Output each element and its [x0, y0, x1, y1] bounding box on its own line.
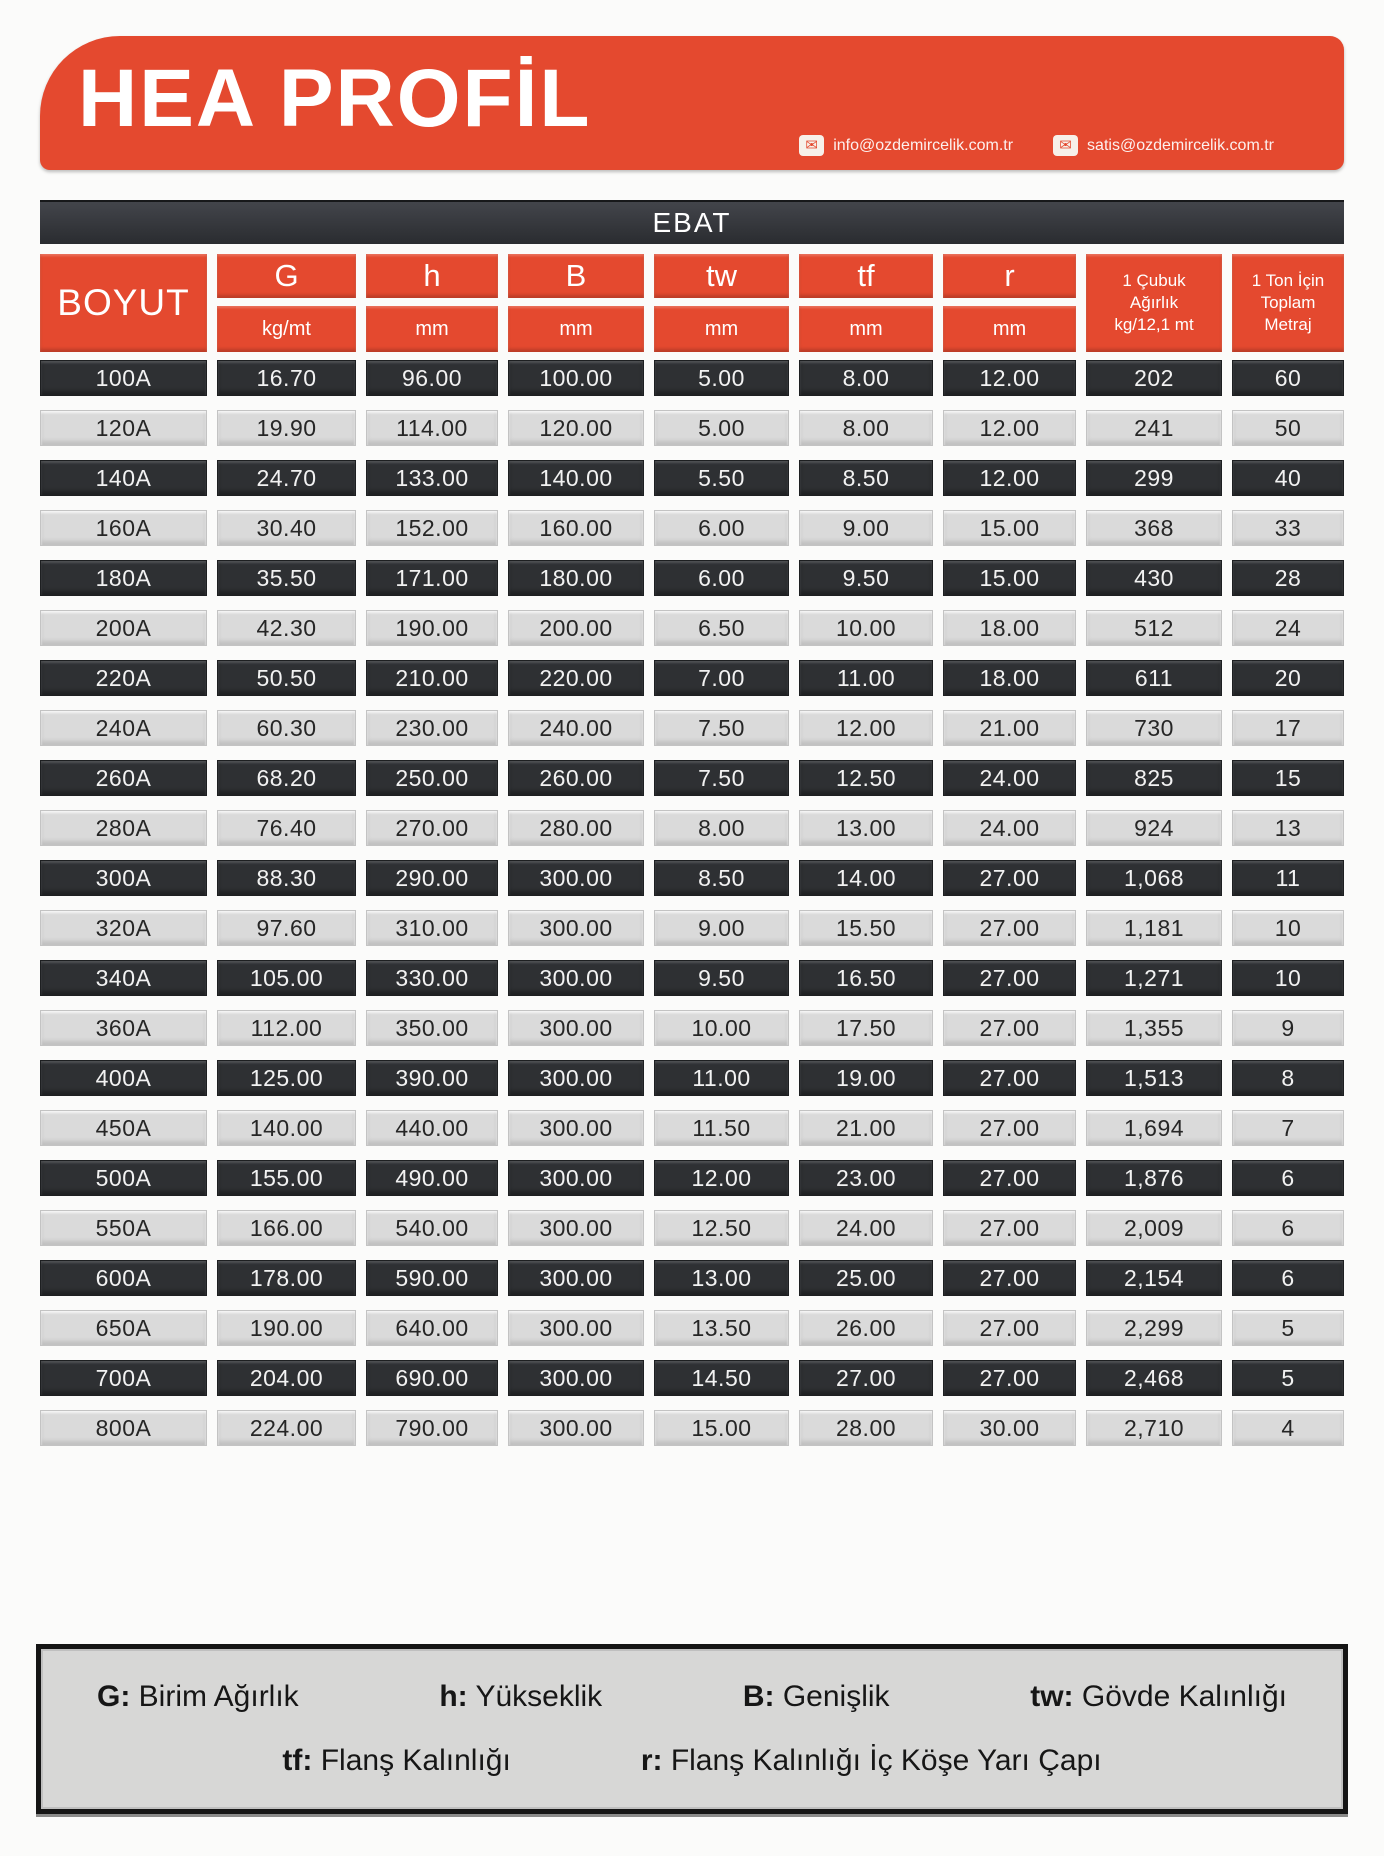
data-cell: 10.00 [799, 610, 933, 646]
data-cell: 825 [1086, 760, 1222, 796]
column-unit-tw: mm [654, 306, 789, 352]
data-cell: 6 [1232, 1260, 1344, 1296]
row-label: 180A [40, 560, 207, 596]
data-cell: 15 [1232, 760, 1344, 796]
data-cell: 300.00 [508, 1310, 644, 1346]
data-cell: 330.00 [366, 960, 498, 996]
data-cell: 28 [1232, 560, 1344, 596]
data-cell: 76.40 [217, 810, 356, 846]
data-cell: 27.00 [943, 910, 1076, 946]
data-cell: 60.30 [217, 710, 356, 746]
data-cell: 2,710 [1086, 1410, 1222, 1446]
data-cell: 14.00 [799, 860, 933, 896]
envelope-icon: ✉ [1053, 135, 1078, 156]
data-cell: 140.00 [508, 460, 644, 496]
email-text: satis@ozdemircelik.com.tr [1087, 136, 1274, 154]
data-cell: 1,181 [1086, 910, 1222, 946]
data-cell: 13 [1232, 810, 1344, 846]
data-cell: 26.00 [799, 1310, 933, 1346]
table-row [40, 810, 1344, 846]
data-cell: 5.00 [654, 360, 789, 396]
data-cell: 490.00 [366, 1160, 498, 1196]
data-cell: 133.00 [366, 460, 498, 496]
data-cell: 24.00 [943, 760, 1076, 796]
data-cell: 5 [1232, 1310, 1344, 1346]
data-cell: 11.00 [799, 660, 933, 696]
data-cell: 1,068 [1086, 860, 1222, 896]
section-bar [40, 200, 1344, 244]
row-label: 300A [40, 860, 207, 896]
data-cell: 12.00 [799, 710, 933, 746]
data-cell: 140.00 [217, 1110, 356, 1146]
data-cell: 190.00 [217, 1310, 356, 1346]
column-header-g: G [217, 254, 356, 298]
data-cell: 1,694 [1086, 1110, 1222, 1146]
data-cell: 2,299 [1086, 1310, 1222, 1346]
row-label: 160A [40, 510, 207, 546]
legend-box [36, 1644, 1348, 1814]
data-cell: 190.00 [366, 610, 498, 646]
row-label: 700A [40, 1360, 207, 1396]
data-cell: 60 [1232, 360, 1344, 396]
data-cell: 611 [1086, 660, 1222, 696]
data-cell: 390.00 [366, 1060, 498, 1096]
data-cell: 13.00 [654, 1260, 789, 1296]
table-row [40, 360, 1344, 396]
column-header-bar-weight: 1 Çubuk Ağırlık kg/12,1 mt [1086, 254, 1222, 352]
table-row [40, 760, 1344, 796]
column-header-r: r [943, 254, 1076, 298]
column-header-b: B [508, 254, 644, 298]
table-row [40, 510, 1344, 546]
data-cell: 11.50 [654, 1110, 789, 1146]
header-banner [40, 36, 1344, 170]
data-cell: 10 [1232, 910, 1344, 946]
data-cell: 512 [1086, 610, 1222, 646]
data-cell: 9 [1232, 1010, 1344, 1046]
data-cell: 12.50 [654, 1210, 789, 1246]
data-cell: 241 [1086, 410, 1222, 446]
data-cell: 8 [1232, 1060, 1344, 1096]
data-cell: 250.00 [366, 760, 498, 796]
table-row [40, 910, 1344, 946]
data-cell: 7.50 [654, 710, 789, 746]
data-cell: 8.50 [654, 860, 789, 896]
data-cell: 240.00 [508, 710, 644, 746]
data-cell: 27.00 [943, 1210, 1076, 1246]
legend-key: r: [640, 1744, 663, 1777]
table-row [40, 1310, 1344, 1346]
data-cell: 440.00 [366, 1110, 498, 1146]
row-label: 550A [40, 1210, 207, 1246]
data-cell: 8.00 [799, 360, 933, 396]
data-cell: 178.00 [217, 1260, 356, 1296]
data-cell: 6.00 [654, 510, 789, 546]
table-row [40, 460, 1344, 496]
row-label: 280A [40, 810, 207, 846]
table-row [40, 1360, 1344, 1396]
data-cell: 300.00 [508, 1410, 644, 1446]
data-cell: 11.00 [654, 1060, 789, 1096]
data-cell: 20 [1232, 660, 1344, 696]
data-cell: 27.00 [799, 1360, 933, 1396]
data-cell: 24 [1232, 610, 1344, 646]
data-cell: 12.00 [654, 1160, 789, 1196]
table-row [40, 1160, 1344, 1196]
row-label: 360A [40, 1010, 207, 1046]
table-row [40, 1260, 1344, 1296]
data-cell: 6 [1232, 1210, 1344, 1246]
data-cell: 171.00 [366, 560, 498, 596]
data-cell: 7.00 [654, 660, 789, 696]
data-cell: 18.00 [943, 660, 1076, 696]
data-cell: 88.30 [217, 860, 356, 896]
data-cell: 50 [1232, 410, 1344, 446]
column-header-tf: tf [799, 254, 933, 298]
row-label: 120A [40, 410, 207, 446]
data-cell: 166.00 [217, 1210, 356, 1246]
data-cell: 120.00 [508, 410, 644, 446]
column-header-tw: tw [654, 254, 789, 298]
data-cell: 6.50 [654, 610, 789, 646]
data-cell: 180.00 [508, 560, 644, 596]
column-header-boyut: BOYUT [40, 254, 207, 352]
legend-key: tf: [282, 1744, 313, 1777]
email-text: info@ozdemircelik.com.tr [833, 136, 1014, 154]
data-cell: 23.00 [799, 1160, 933, 1196]
data-cell: 299 [1086, 460, 1222, 496]
data-cell: 35.50 [217, 560, 356, 596]
data-cell: 15.00 [654, 1410, 789, 1446]
table-row [40, 560, 1344, 596]
legend-key: G: [97, 1680, 131, 1713]
data-cell: 114.00 [366, 410, 498, 446]
column-unit-b: mm [508, 306, 644, 352]
table-row [40, 1110, 1344, 1146]
table-header [40, 254, 1344, 352]
legend-item-B: B: Genişlik [742, 1680, 890, 1713]
data-cell: 1,876 [1086, 1160, 1222, 1196]
data-cell: 13.50 [654, 1310, 789, 1346]
data-cell: 11 [1232, 860, 1344, 896]
data-cell: 12.00 [943, 460, 1076, 496]
data-cell: 16.70 [217, 360, 356, 396]
data-cell: 1,513 [1086, 1060, 1222, 1096]
row-label: 140A [40, 460, 207, 496]
data-cell: 210.00 [366, 660, 498, 696]
data-cell: 16.50 [799, 960, 933, 996]
data-cell: 30.00 [943, 1410, 1076, 1446]
data-cell: 14.50 [654, 1360, 789, 1396]
data-cell: 18.00 [943, 610, 1076, 646]
data-cell: 42.30 [217, 610, 356, 646]
legend-item-h: h: Yükseklik [439, 1680, 603, 1713]
data-cell: 300.00 [508, 1160, 644, 1196]
data-cell: 300.00 [508, 1010, 644, 1046]
data-cell: 27.00 [943, 960, 1076, 996]
data-cell: 290.00 [366, 860, 498, 896]
data-cell: 28.00 [799, 1410, 933, 1446]
legend-item-tf: tf: Flanş Kalınlığı [282, 1744, 511, 1777]
row-label: 220A [40, 660, 207, 696]
table-row [40, 710, 1344, 746]
data-cell: 27.00 [943, 1360, 1076, 1396]
data-cell: 270.00 [366, 810, 498, 846]
data-cell: 300.00 [508, 860, 644, 896]
column-header-meters-per-ton: 1 Ton İçin Toplam Metraj [1232, 254, 1344, 352]
data-cell: 21.00 [799, 1110, 933, 1146]
data-cell: 2,154 [1086, 1260, 1222, 1296]
data-cell: 924 [1086, 810, 1222, 846]
legend-item-G: G: Birim Ağırlık [97, 1680, 299, 1713]
row-label: 240A [40, 710, 207, 746]
data-cell: 155.00 [217, 1160, 356, 1196]
data-cell: 10 [1232, 960, 1344, 996]
data-cell: 1,355 [1086, 1010, 1222, 1046]
data-cell: 590.00 [366, 1260, 498, 1296]
data-cell: 730 [1086, 710, 1222, 746]
legend-key: tw: [1030, 1680, 1074, 1713]
row-label: 400A [40, 1060, 207, 1096]
data-cell: 27.00 [943, 1260, 1076, 1296]
email-link[interactable] [799, 135, 1013, 156]
data-cell: 300.00 [508, 960, 644, 996]
column-unit-h: mm [366, 306, 498, 352]
column-unit-g: kg/mt [217, 306, 356, 352]
column-unit-tf: mm [799, 306, 933, 352]
data-cell: 27.00 [943, 860, 1076, 896]
data-cell: 10.00 [654, 1010, 789, 1046]
data-cell: 300.00 [508, 1210, 644, 1246]
column-unit-r: mm [943, 306, 1076, 352]
data-cell: 280.00 [508, 810, 644, 846]
table-body [40, 360, 1344, 1446]
data-cell: 125.00 [217, 1060, 356, 1096]
data-cell: 19.90 [217, 410, 356, 446]
data-cell: 112.00 [217, 1010, 356, 1046]
data-cell: 25.00 [799, 1260, 933, 1296]
data-cell: 12.00 [943, 360, 1076, 396]
data-cell: 2,009 [1086, 1210, 1222, 1246]
data-cell: 160.00 [508, 510, 644, 546]
data-cell: 8.00 [654, 810, 789, 846]
data-cell: 4 [1232, 1410, 1344, 1446]
data-cell: 790.00 [366, 1410, 498, 1446]
data-cell: 24.70 [217, 460, 356, 496]
data-cell: 202 [1086, 360, 1222, 396]
row-label: 450A [40, 1110, 207, 1146]
data-cell: 540.00 [366, 1210, 498, 1246]
row-label: 260A [40, 760, 207, 796]
data-cell: 40 [1232, 460, 1344, 496]
data-cell: 50.50 [217, 660, 356, 696]
page-title: HEA PROFİL [78, 53, 592, 144]
data-cell: 6.00 [654, 560, 789, 596]
data-cell: 9.00 [654, 910, 789, 946]
row-label: 320A [40, 910, 207, 946]
table-row [40, 1060, 1344, 1096]
data-cell: 27.00 [943, 1010, 1076, 1046]
row-label: 100A [40, 360, 207, 396]
data-cell: 230.00 [366, 710, 498, 746]
data-cell: 300.00 [508, 1260, 644, 1296]
table-row [40, 1210, 1344, 1246]
table-row [40, 860, 1344, 896]
row-label: 340A [40, 960, 207, 996]
data-cell: 19.00 [799, 1060, 933, 1096]
data-cell: 15.00 [943, 510, 1076, 546]
data-cell: 9.00 [799, 510, 933, 546]
data-cell: 260.00 [508, 760, 644, 796]
data-cell: 2,468 [1086, 1360, 1222, 1396]
data-cell: 220.00 [508, 660, 644, 696]
contact-emails [799, 135, 1274, 156]
data-cell: 96.00 [366, 360, 498, 396]
data-cell: 368 [1086, 510, 1222, 546]
row-label: 200A [40, 610, 207, 646]
legend-key: h: [439, 1680, 468, 1713]
data-cell: 27.00 [943, 1110, 1076, 1146]
data-cell: 13.00 [799, 810, 933, 846]
data-cell: 690.00 [366, 1360, 498, 1396]
data-cell: 7.50 [654, 760, 789, 796]
data-cell: 5.50 [654, 460, 789, 496]
data-cell: 1,271 [1086, 960, 1222, 996]
data-cell: 310.00 [366, 910, 498, 946]
data-cell: 17.50 [799, 1010, 933, 1046]
data-cell: 9.50 [654, 960, 789, 996]
data-cell: 640.00 [366, 1310, 498, 1346]
data-cell: 5.00 [654, 410, 789, 446]
data-cell: 200.00 [508, 610, 644, 646]
data-cell: 6 [1232, 1160, 1344, 1196]
table-row [40, 410, 1344, 446]
column-header-h: h [366, 254, 498, 298]
data-cell: 152.00 [366, 510, 498, 546]
email-link[interactable] [1053, 135, 1274, 156]
row-label: 600A [40, 1260, 207, 1296]
data-cell: 15.00 [943, 560, 1076, 596]
section-bar-label: EBAT [652, 207, 732, 238]
data-cell: 100.00 [508, 360, 644, 396]
table-row [40, 960, 1344, 996]
data-cell: 300.00 [508, 1110, 644, 1146]
data-cell: 224.00 [217, 1410, 356, 1446]
data-cell: 430 [1086, 560, 1222, 596]
legend-line-1 [97, 1680, 1287, 1714]
data-cell: 24.00 [943, 810, 1076, 846]
legend-item-r: r: Flanş Kalınlığı İç Köşe Yarı Çapı [640, 1744, 1102, 1777]
data-cell: 8.50 [799, 460, 933, 496]
data-cell: 9.50 [799, 560, 933, 596]
legend-line-2 [97, 1744, 1287, 1778]
data-cell: 204.00 [217, 1360, 356, 1396]
table-row [40, 610, 1344, 646]
data-cell: 300.00 [508, 910, 644, 946]
data-cell: 350.00 [366, 1010, 498, 1046]
data-cell: 68.20 [217, 760, 356, 796]
data-cell: 97.60 [217, 910, 356, 946]
legend-item-tw: tw: Gövde Kalınlığı [1030, 1680, 1287, 1713]
data-cell: 12.50 [799, 760, 933, 796]
data-cell: 300.00 [508, 1060, 644, 1096]
row-label: 650A [40, 1310, 207, 1346]
data-cell: 33 [1232, 510, 1344, 546]
data-cell: 27.00 [943, 1160, 1076, 1196]
data-cell: 105.00 [217, 960, 356, 996]
data-cell: 27.00 [943, 1060, 1076, 1096]
data-cell: 15.50 [799, 910, 933, 946]
data-cell: 300.00 [508, 1360, 644, 1396]
data-cell: 5 [1232, 1360, 1344, 1396]
data-cell: 8.00 [799, 410, 933, 446]
table-row [40, 1010, 1344, 1046]
data-cell: 12.00 [943, 410, 1076, 446]
data-cell: 24.00 [799, 1210, 933, 1246]
data-cell: 21.00 [943, 710, 1076, 746]
row-label: 500A [40, 1160, 207, 1196]
envelope-icon: ✉ [799, 135, 824, 156]
data-cell: 7 [1232, 1110, 1344, 1146]
data-cell: 30.40 [217, 510, 356, 546]
data-cell: 27.00 [943, 1310, 1076, 1346]
legend-key: B: [742, 1680, 775, 1713]
data-cell: 17 [1232, 710, 1344, 746]
table-row [40, 660, 1344, 696]
table-row [40, 1410, 1344, 1446]
row-label: 800A [40, 1410, 207, 1446]
